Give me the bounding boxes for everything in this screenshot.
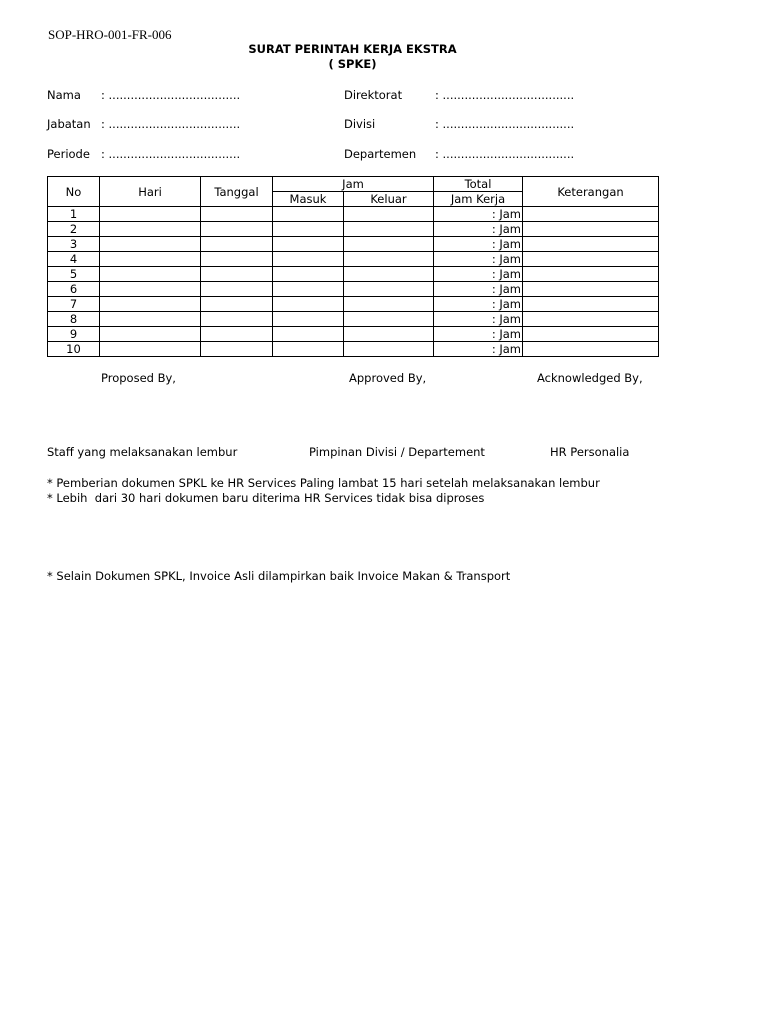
cell-hari xyxy=(100,342,201,357)
cell-tanggal xyxy=(201,282,273,297)
cell-hari xyxy=(100,297,201,312)
cell-keluar xyxy=(344,342,434,357)
cell-no: 3 xyxy=(48,237,100,252)
cell-no: 1 xyxy=(48,207,100,222)
cell-total-jam: : Jam xyxy=(434,342,523,357)
cell-total-jam: : Jam xyxy=(434,267,523,282)
acknowledged-by-label: Acknowledged By, xyxy=(537,371,643,385)
cell-total-jam: : Jam xyxy=(434,312,523,327)
field-label-nama: Nama xyxy=(47,88,81,102)
field-label-jabatan: Jabatan xyxy=(47,117,91,131)
signatory-staff: Staff yang melaksanakan lembur xyxy=(47,445,238,459)
cell-masuk xyxy=(273,312,344,327)
document-subtitle: ( SPKE) xyxy=(328,57,377,71)
field-value-periode: : .................................... xyxy=(101,147,241,161)
cell-tanggal xyxy=(201,312,273,327)
cell-total-jam: : Jam xyxy=(434,237,523,252)
cell-keterangan xyxy=(523,297,659,312)
document-code: SOP-HRO-001-FR-006 xyxy=(48,27,172,42)
header-masuk: Masuk xyxy=(273,192,344,207)
field-value-direktorat: : .................................... xyxy=(435,88,575,102)
cell-tanggal xyxy=(201,207,273,222)
signatory-hr: HR Personalia xyxy=(550,445,630,459)
cell-hari xyxy=(100,282,201,297)
cell-hari xyxy=(100,222,201,237)
cell-keterangan xyxy=(523,207,659,222)
cell-hari xyxy=(100,237,201,252)
cell-total-jam: : Jam xyxy=(434,282,523,297)
header-total: Total xyxy=(434,177,523,192)
note-line-1: * Pemberian dokumen SPKL ke HR Services Paling lambat 15 hari setelah melaksanakan lembur xyxy=(47,476,600,490)
cell-total-jam: : Jam xyxy=(434,252,523,267)
field-label-divisi: Divisi xyxy=(344,117,376,131)
cell-keluar xyxy=(344,297,434,312)
cell-no: 10 xyxy=(48,342,100,357)
proposed-by-label: Proposed By, xyxy=(101,371,176,385)
cell-keterangan xyxy=(523,282,659,297)
table-row xyxy=(48,327,659,342)
cell-keluar xyxy=(344,237,434,252)
table-row xyxy=(48,342,659,357)
cell-hari xyxy=(100,267,201,282)
header-no: No xyxy=(48,177,100,207)
cell-keluar xyxy=(344,222,434,237)
cell-keluar xyxy=(344,312,434,327)
cell-hari xyxy=(100,252,201,267)
cell-keterangan xyxy=(523,267,659,282)
cell-total-jam: : Jam xyxy=(434,297,523,312)
cell-masuk xyxy=(273,252,344,267)
cell-hari xyxy=(100,207,201,222)
field-value-divisi: : .................................... xyxy=(435,117,575,131)
cell-keluar xyxy=(344,327,434,342)
table-row xyxy=(48,207,659,222)
cell-masuk xyxy=(273,237,344,252)
cell-no: 7 xyxy=(48,297,100,312)
signatory-pimpinan: Pimpinan Divisi / Departement xyxy=(309,445,485,459)
cell-keluar xyxy=(344,207,434,222)
cell-masuk xyxy=(273,342,344,357)
field-label-periode: Periode xyxy=(47,147,90,161)
table-row xyxy=(48,237,659,252)
cell-no: 4 xyxy=(48,252,100,267)
cell-masuk xyxy=(273,207,344,222)
cell-keluar xyxy=(344,252,434,267)
field-label-direktorat: Direktorat xyxy=(344,88,403,102)
cell-tanggal xyxy=(201,252,273,267)
cell-total-jam: : Jam xyxy=(434,207,523,222)
footer-note: * Selain Dokumen SPKL, Invoice Asli dilampirkan baik Invoice Makan & Transport xyxy=(47,569,511,583)
header-hari: Hari xyxy=(100,177,201,207)
header-jam-kerja: Jam Kerja xyxy=(434,192,523,207)
overtime-table xyxy=(47,176,659,357)
cell-tanggal xyxy=(201,297,273,312)
header-jam: Jam xyxy=(273,177,434,192)
cell-hari xyxy=(100,327,201,342)
cell-keluar xyxy=(344,282,434,297)
cell-tanggal xyxy=(201,267,273,282)
cell-no: 8 xyxy=(48,312,100,327)
cell-keterangan xyxy=(523,312,659,327)
cell-total-jam: : Jam xyxy=(434,222,523,237)
header-keluar: Keluar xyxy=(344,192,434,207)
cell-hari xyxy=(100,312,201,327)
field-label-departemen: Departemen xyxy=(344,147,417,161)
cell-keterangan xyxy=(523,252,659,267)
cell-keterangan xyxy=(523,342,659,357)
header-tanggal: Tanggal xyxy=(201,177,273,207)
table-row xyxy=(48,222,659,237)
note-line-2: * Lebih dari 30 hari dokumen baru diterima HR Services tidak bisa diproses xyxy=(47,491,485,505)
cell-keluar xyxy=(344,267,434,282)
header-keterangan: Keterangan xyxy=(523,177,659,207)
cell-total-jam: : Jam xyxy=(434,327,523,342)
table-row xyxy=(48,312,659,327)
cell-masuk xyxy=(273,267,344,282)
cell-no: 2 xyxy=(48,222,100,237)
cell-tanggal xyxy=(201,342,273,357)
table-row xyxy=(48,252,659,267)
cell-no: 6 xyxy=(48,282,100,297)
table-row xyxy=(48,297,659,312)
cell-masuk xyxy=(273,327,344,342)
cell-keterangan xyxy=(523,327,659,342)
field-value-jabatan: : .................................... xyxy=(101,117,241,131)
approved-by-label: Approved By, xyxy=(349,371,427,385)
cell-masuk xyxy=(273,297,344,312)
cell-no: 9 xyxy=(48,327,100,342)
cell-keterangan xyxy=(523,237,659,252)
table-row xyxy=(48,267,659,282)
field-value-nama: : .................................... xyxy=(101,88,241,102)
cell-masuk xyxy=(273,282,344,297)
document-title: SURAT PERINTAH KERJA EKSTRA xyxy=(248,42,457,56)
field-value-departemen: : .................................... xyxy=(435,147,575,161)
cell-tanggal xyxy=(201,222,273,237)
cell-no: 5 xyxy=(48,267,100,282)
cell-keterangan xyxy=(523,222,659,237)
table-row xyxy=(48,282,659,297)
cell-tanggal xyxy=(201,327,273,342)
cell-masuk xyxy=(273,222,344,237)
cell-tanggal xyxy=(201,237,273,252)
